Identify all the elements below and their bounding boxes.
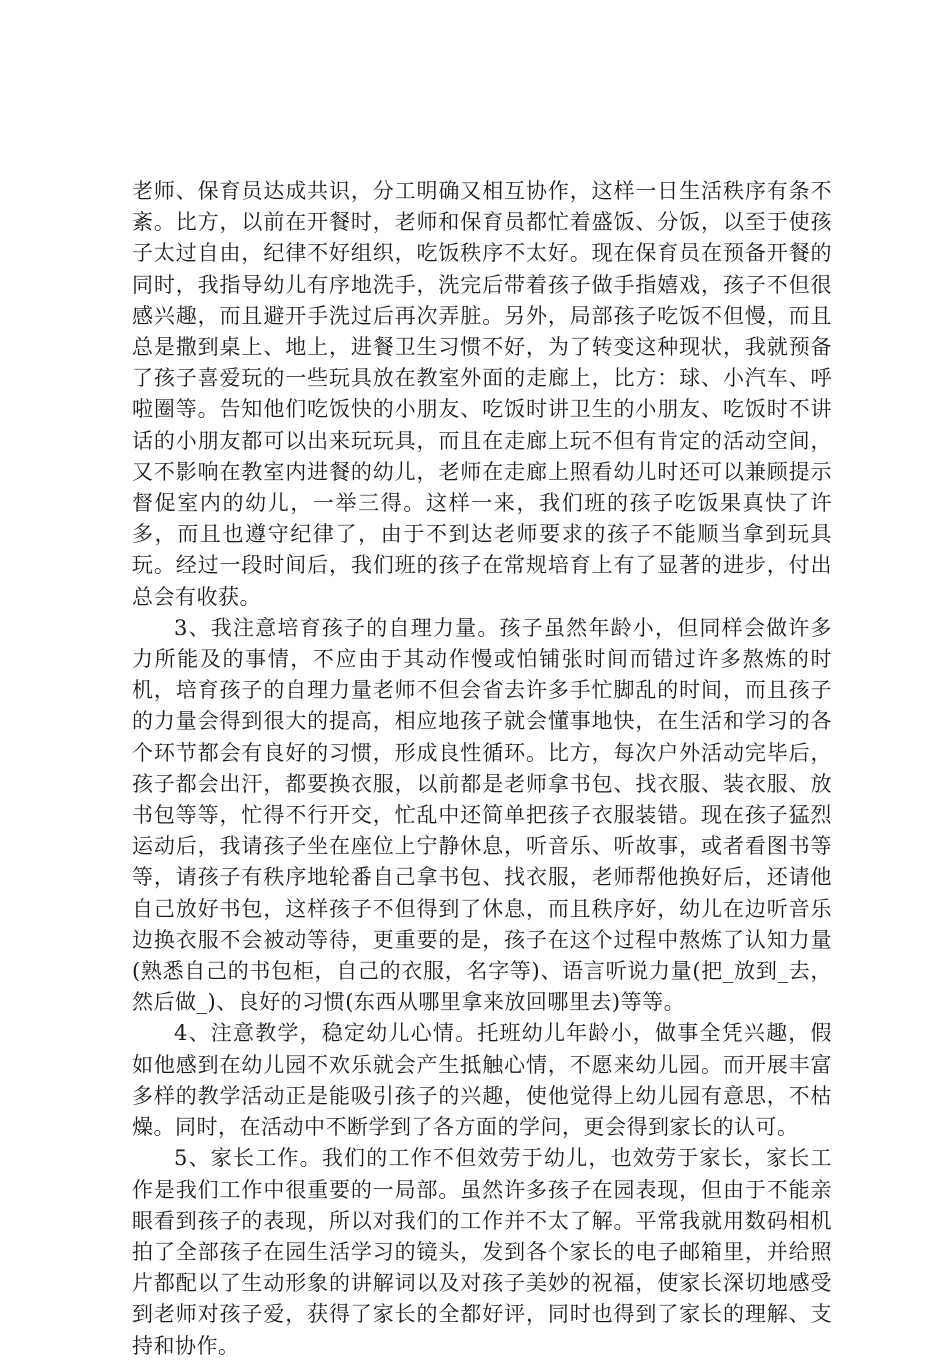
paragraph-continuation: 老师、保育员达成共识，分工明确又相互协作，这样一日生活秩序有条不紊。比方，以前在开餐时，老师和保育员都忙着盛饭、分饭，以至于使孩子太过自由，纪律不好组织，吃饭秩序不太好。现在保育员在预备开餐的同时，我指导幼儿有序地洗手，洗完后带着孩子做手指嬉戏，孩子不但很感兴趣，而且避开手洗过后再次弄脏。另外，局部孩子吃饭不但慢，而且总是撒到桌上、地上，进餐卫生习惯不好，为了转变这种现状，我就预备了孩子喜爱玩的一些玩具放在教室外面的走廊上，比方：球、小汽车、呼啦圈等。告知他们吃饭快的小朋友、吃饭时讲卫生的小朋友、吃饭时不讲话的小朋友都可以出来玩玩具，而且在走廊上玩不但有肯定的活动空间，又不影响在教室内进餐的幼儿，老师在走廊上照看幼儿时还可以兼顾提示督促室内的幼儿，一举三得。这样一来，我们班的孩子吃饭果真快了许多，而且也遵守纪律了，由于不到达老师要求的孩子不能顺当拿到玩具玩。经过一段时间后，我们班的孩子在常规培育上有了显著的进步，付出总会有收获。 — [132, 179, 832, 609]
paragraph-parent-work: 5、家长工作。我们的工作不但效劳于幼儿，也效劳于家长，家长工作是我们工作中很重要的一局部。虽然许多孩子在园表现，但由于不能亲眼看到孩子的表现，所以对我们的工作并不太了解。平常我就用数码相机拍了全部孩子在园生活学习的镜头，发到各个家长的电子邮箱里，并给照片都配以了生动形象的讲解词以及对孩子美妙的祝福，使家长深切地感受到老师对孩子爱，获得了家长的全都好评，同时也得到了家长的理解、支持和协作。 — [132, 1146, 832, 1358]
paragraph-self-care: 3、我注意培育孩子的自理力量。孩子虽然年龄小，但同样会做许多力所能及的事情，不应由于其动作慢或怕铺张时间而错过许多熬炼的时机，培育孩子的自理力量老师不但会省去许多手忙脚乱的时间，而且孩子的力量会得到很大的提高，相应地孩子就会懂事地快，在生活和学习的各个环节都会有良好的习惯，形成良性循环。比方，每次户外活动完毕后，孩子都会出汗，都要换衣服，以前都是老师拿书包、找衣服、装衣服、放书包等等，忙得不行开交，忙乱中还简单把孩子衣服装错。现在孩子猛烈运动后，我请孩子坐在座位上宁静休息，听音乐、听故事，或者看图书等等，请孩子有秩序地轮番自己拿书包、找衣服，老师帮他换好后，还请他自己放好书包，这样孩子不但得到了休息，而且秩序好，幼儿在边听音乐边换衣服不会被动等待，更重要的是，孩子在这个过程中熬炼了认知力量(熟悉自己的书包柜，自己的衣服，名字等)、语言听说力量(把_放到_去，然后做_)、良好的习惯(东西从哪里拿来放回哪里去)等等。 — [132, 615, 832, 1015]
document-body — [132, 176, 832, 1362]
paragraph-teaching: 4、注意教学，稳定幼儿心情。托班幼儿年龄小，做事全凭兴趣，假如他感到在幼儿园不欢乐就会产生抵触心情，不愿来幼儿园。而开展丰富多样的教学活动正是能吸引孩子的兴趣，使他觉得上幼儿园有意思，不枯燥。同时，在活动中不断学到了各方面的学问，更会得到家长的认可。 — [132, 1021, 832, 1140]
